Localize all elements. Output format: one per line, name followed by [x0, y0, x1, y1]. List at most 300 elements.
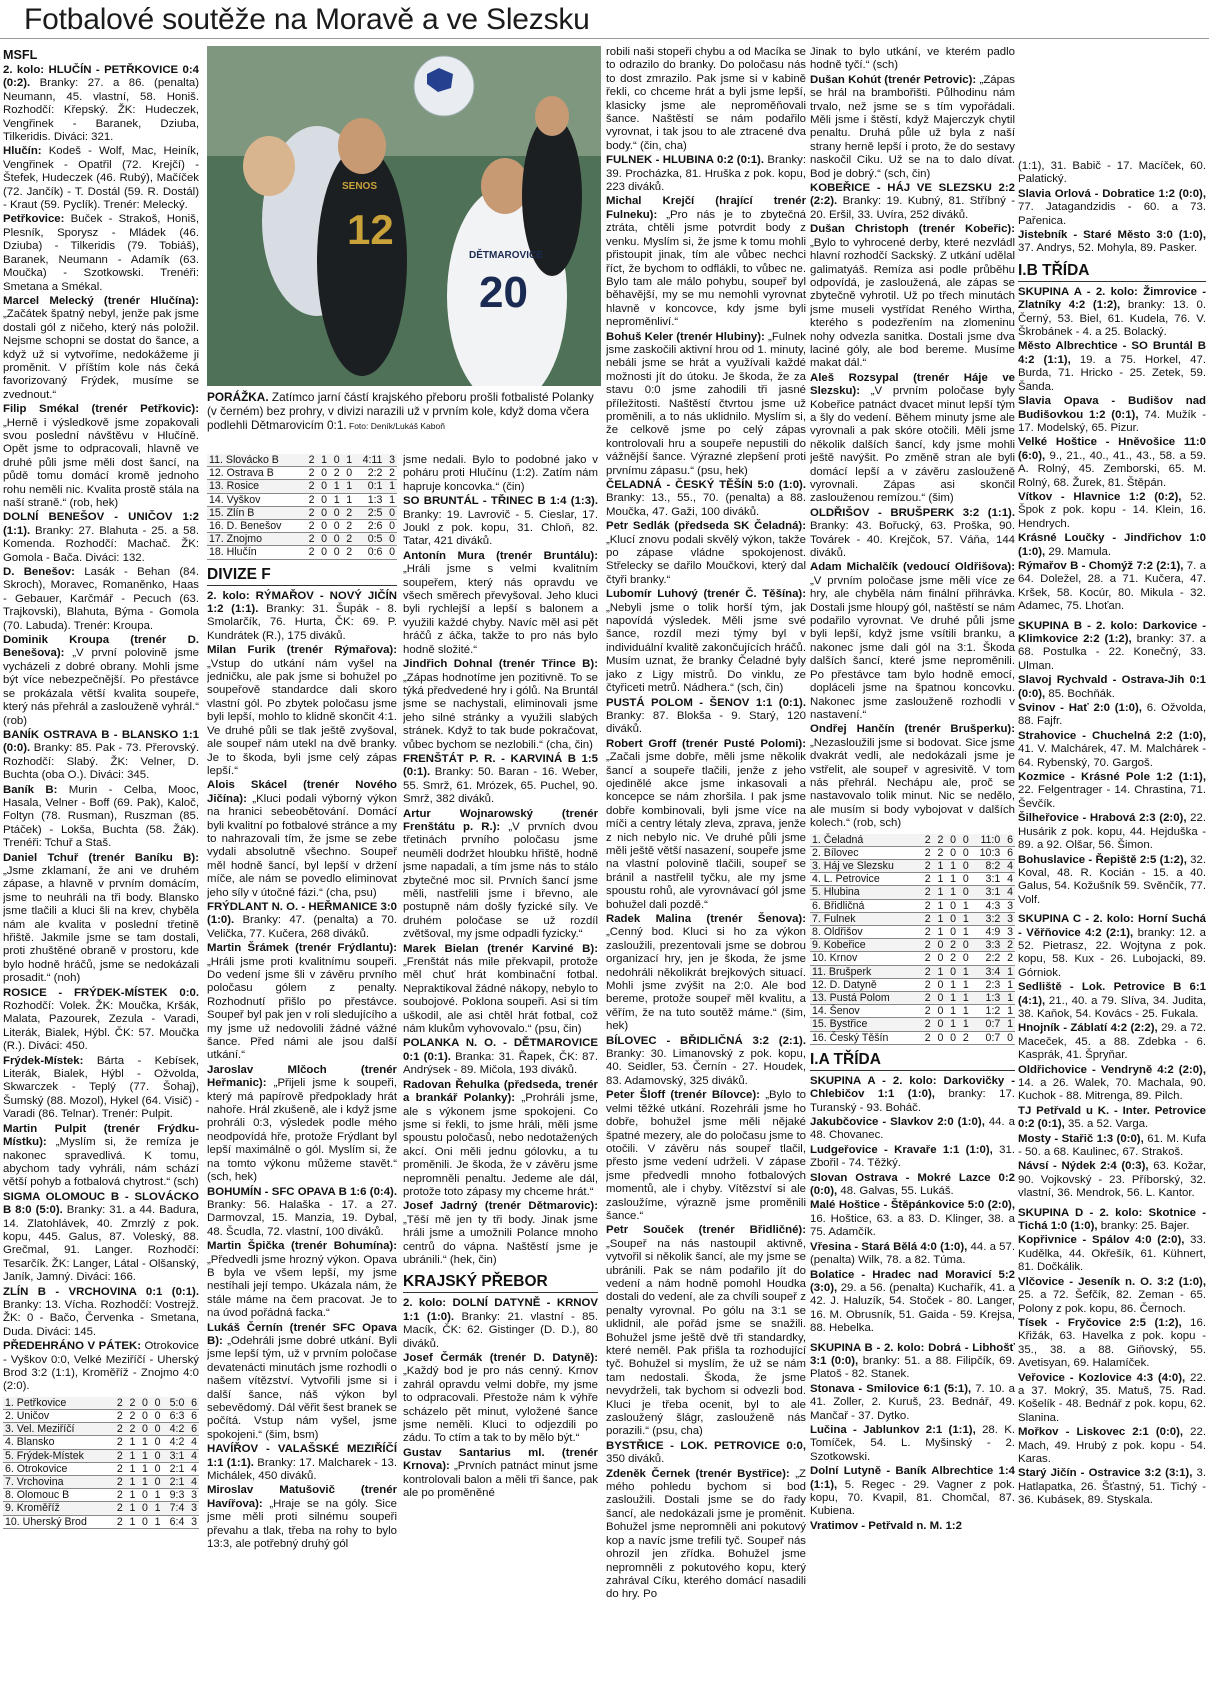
article-paragraph: jsme nedali. Bylo to podobné jako v poháru proti Hlučínu (1:2). Zatím nám hapruje koncovka.“ (čin) [403, 454, 598, 493]
article-paragraph: Bohuslavice - Řepiště 2:5 (1:2), 32. Koval, 48. R. Kocián - 15. a 40. Galus, 54. Kožušník 59. Svěnčík, 77. Volf. [1018, 853, 1206, 906]
article-paragraph: Kopřivnice - Spálov 4:0 (2:0), 33. Kudělka, 44. Okřešík, 61. Kühnert, 81. Dočkálik. [1018, 1234, 1206, 1274]
stat-cell: 2 [125, 1410, 138, 1423]
stat-cell: 2 [933, 846, 946, 859]
article-paragraph: PUSTÁ POLOM - ŠENOV 1:1 (0:1). Branky: 87. Blokša - 9. Starý, 120 diváků. [606, 696, 806, 736]
table-row [810, 834, 1015, 847]
stat-cell: 1 [1002, 1018, 1015, 1031]
stat-cell: 4:2 [163, 1423, 187, 1436]
article-paragraph: SKUPINA A - 2. kolo: Darkovičky - Chlebičov 1:1 (1:0), branky: 17. Turanský - 93. Boháč. [810, 1074, 1015, 1114]
stat-cell: 0 [150, 1476, 163, 1489]
article-paragraph: ZLÍN B - VRCHOVINA 0:1 (0:1). Branky: 13. Vícha. Rozhodčí: Vostrejž. ŽK: 0 - Bačo, Červenka - Smetana, Duda. Diváci: 145. [3, 1285, 199, 1338]
team-name-cell: 7. Fulnek [810, 912, 920, 925]
stat-cell: 0 [945, 925, 958, 938]
stat-cell: 0 [945, 912, 958, 925]
stat-cell: 0:5 [354, 533, 384, 546]
stat-cell: 1 [933, 899, 946, 912]
team-name-cell: 15. Bystřice [810, 1018, 920, 1031]
article-paragraph: BANÍK OSTRAVA B - BLANSKO 1:1 (0:0). Branky: 85. Pak - 73. Přerovský. Rozhodčí: Slabý. ŽK: Velner, D. Buchta (oba O.). Diváci: 345. [3, 728, 199, 782]
stat-cell: 0 [958, 873, 971, 886]
stat-cell: 3:1 [971, 873, 1003, 886]
table-row [810, 846, 1015, 859]
stat-cell: 3 [1002, 899, 1015, 912]
stat-cell: 3 [1002, 925, 1015, 938]
stat-cell: 0 [150, 1462, 163, 1475]
stat-cell: 1 [342, 493, 355, 506]
stat-cell: 2 [112, 1397, 125, 1410]
stat-cell: 7:4 [163, 1502, 187, 1515]
table-row [810, 873, 1015, 886]
stat-cell: 3:1 [971, 886, 1003, 899]
article-paragraph: Krásné Loučky - Jindřichov 1:0 (1:0), 29. Mamula. [1018, 532, 1206, 558]
article-paragraph: Návsí - Nýdek 2:4 (0:3), 63. Kožar, 90. Vojkovský - 23. Příborský, 32. vlastní, 36. Mendrok, 56. L. Kantor. [1018, 1160, 1206, 1200]
table-row [810, 912, 1015, 925]
table-row [3, 1449, 199, 1462]
jersey-number: 20 [479, 268, 528, 317]
stat-cell: 2 [329, 467, 342, 480]
article-paragraph: Miroslav Matušovič (trenér Havířova): „Hraje se na góly. Sice jsme měli proti silnému soupeři převahu a tlak, třeba na rohy to bylo 13:3, ale potřebný druhý gól [207, 1484, 397, 1551]
article-paragraph: 2. kolo: RÝMAŘOV - NOVÝ JIČÍN 1:2 (1:1). Branky: 31. Šupák - 8. Smolarčík, 76. Hurta, ČK: 69. P. Kundrátek (R.), 175 diváků. [207, 589, 397, 642]
article-paragraph: Kozmice - Krásné Pole 1:2 (1:1), 22. Felgentrager - 14. Chrastina, 71. Ševčík. [1018, 771, 1206, 810]
article-paragraph: Michal Krejčí (hrající trenér Fulneku): „Pro nás je to zbytečná ztráta, chtěli jsme potvrdit body z venku. Myslím si, že jsme k tomu mohli přistoupit jinak, tím ale vůbec nechci říct, že bychom to odflákli, to vůbec ne. Bylo tam ale málo pohybu, soupeř byl běhavější, my se mu nemohli vyrovnat hlavně v koncovce, kdy jsme byli neproměnliví.“ [606, 195, 806, 329]
table-row [207, 493, 397, 506]
article-paragraph: Ludgeřovice - Kravaře 1:1 (1:0), 31. Zbořil - 74. Těžký. [810, 1143, 1015, 1170]
article-paragraph: Vlčovice - Jeseník n. O. 3:2 (1:0), 25. a 72. Šefčík, 82. Zeman - 65. Polony z pok. kopu, 86. Černoch. [1018, 1275, 1206, 1315]
photo-credit: Foto: Deník/Lukáš Kaboň [346, 421, 445, 431]
table-row [810, 899, 1015, 912]
stat-cell: 0 [317, 533, 330, 546]
stat-cell: 1 [1002, 1005, 1015, 1018]
section-1b-trida-title: I.B TŘÍDA [1018, 262, 1206, 282]
page-header [0, 0, 1209, 39]
team-name-cell: 8. Olomouc B [3, 1489, 112, 1502]
stat-cell: 0:1 [354, 480, 384, 493]
match-photo [207, 46, 601, 386]
stat-cell: 0 [329, 546, 342, 559]
stat-cell: 1 [1002, 978, 1015, 991]
team-name-cell: 13. Pustá Polom [810, 992, 920, 1005]
article-paragraph: Petřkovice: Buček - Strakoš, Honiš, Plesník, Sporysz - Mládek (46. Dziuba) - Tilkeridis (79. Tobiáš), Baranek, Neumann - Adamík (63. Moučka) - Szotkowski. Trenéři: Smetana a Smékal. [3, 213, 199, 293]
stat-cell: 1:2 [971, 1005, 1003, 1018]
stat-cell: 2 [112, 1489, 125, 1502]
article-paragraph: Stonava - Smilovice 6:1 (5:1), 7. 10. a 41. Zoller, 2. Kuruš, 23. Bednář, 49. Mančař - 37. Dytko. [810, 1382, 1015, 1422]
table-row [3, 1489, 199, 1502]
article-paragraph: Slavoj Rychvald - Ostrava-Jih 0:1 (0:0), 85. Bochňák. [1018, 674, 1206, 700]
stat-cell: 1 [933, 912, 946, 925]
table-row [207, 506, 397, 519]
stat-cell: 2 [112, 1515, 125, 1528]
table-row [3, 1423, 199, 1436]
table-row [207, 454, 397, 467]
article-paragraph: OLDŘIŠOV - BRUŠPERK 3:2 (1:1). Branky: 43. Bořucký, 63. Proška, 90. Továrek - 40. Krejčok, 57. Váňa, 144 diváků. [810, 506, 1015, 560]
stat-cell: 1 [945, 1018, 958, 1031]
stat-cell: 10:3 [971, 846, 1003, 859]
stat-cell: 9:3 [163, 1489, 187, 1502]
stat-cell: 2 [112, 1476, 125, 1489]
stat-cell: 0 [933, 978, 946, 991]
team-name-cell: 12. Ostrava B [207, 467, 304, 480]
team-name-cell: 14. Šenov [810, 1005, 920, 1018]
stat-cell: 2 [342, 506, 355, 519]
article-paragraph: Vřesina - Stará Bělá 4:0 (1:0), 44. a 57. (penalta) Wilk, 78. a 82. Túma. [810, 1240, 1015, 1267]
stat-cell: 4 [1002, 873, 1015, 886]
column-3 [403, 454, 598, 1682]
article-paragraph: Slavia Orlová - Dobratice 1:2 (0:0), 77. Jatagandzidis - 60. a 73. Pařenica. [1018, 187, 1206, 227]
team-name-cell: 16. D. Benešov [207, 520, 304, 533]
article-paragraph: Alois Skácel (trenér Nového Jičína): „Kluci podali výborný výkon na hranici sebeobětování. Domácí byli kvalitní po fotbalové stránce a my to nahrazovali tím, že jsme se zebe vydali absolutně všechno. Soupeř měl hodně šancí, byl lepší v držení míče, ale nám se povedlo eliminovat jeho síly v útočné fázi.“ (cha, psu) [207, 779, 397, 899]
stat-cell: 0 [137, 1515, 150, 1528]
stat-cell: 4 [1002, 886, 1015, 899]
table-row [207, 480, 397, 493]
article-paragraph: 2. kolo: HLUČÍN - PETŘKOVICE 0:4 (0:2). Branky: 27. a 86. (penalta) Neumann, 45. vlastní, 58. Honiš. Rozhodčí: Křepský. ŽK: Hudeczek, Vengřinek - Baranek, Dziuba, Tilkeridis. Diváci: 321. [3, 64, 199, 144]
article-paragraph: Lučina - Jablunkov 2:1 (1:1), 28. K. Tomíček, 54. L. Myšinský - 2. Szotkowski. [810, 1423, 1015, 1463]
stat-cell: 2 [920, 952, 933, 965]
stat-cell: 0 [137, 1489, 150, 1502]
stat-cell: 1 [1002, 965, 1015, 978]
stat-cell: 0 [329, 533, 342, 546]
stat-cell: 1 [150, 1515, 163, 1528]
jersey-number: 12 [347, 206, 394, 253]
article-paragraph: Sedliště - Lok. Petrovice B 6:1 (4:1), 21., 40. a 79. Slíva, 34. Judita, 38. Kaňok, 54. Kovács - 25. Fukala. [1018, 981, 1206, 1020]
stat-cell: 2 [1002, 939, 1015, 952]
article-paragraph: ČELADNÁ - ČESKÝ TĚŠÍN 5:0 (1:0). Branky: 13., 55., 70. (penalta) a 88. Moučka, 47. Gaži, 100 diváků. [606, 479, 806, 518]
caption-text: Zatímco jarní částí krajského přeboru prošli fotbalisté Polanky (v černém) bez prohry, v divizi narazili už v prvním kole, když doma včera podlehli Dětmarovicím 0:1. [207, 390, 594, 432]
article-paragraph: Lubomír Luhový (trenér Č. Těšína): „Nebyli jsme o tolik horší tým, jak napovídá výsledek. Měli jsme své šance, rozdíl mezi týmy byl v individuální kvalitě zakončujících hráčů. Musím uznat, že branky Čeladné byly jako z Ligy mistrů. Do vinklu, ze čtyřiceti metrů. Nádhera.“ (sch, čin) [606, 588, 806, 695]
stat-cell: 1 [958, 965, 971, 978]
stat-cell: 0 [384, 506, 397, 519]
column-4 [606, 46, 806, 1682]
table-row [810, 939, 1015, 952]
team-name-cell: 7. Vrchovina [3, 1476, 112, 1489]
table-row [810, 978, 1015, 991]
stat-cell: 2 [304, 546, 317, 559]
stat-cell: 2 [304, 533, 317, 546]
table-row [207, 467, 397, 480]
stat-cell: 0 [933, 1031, 946, 1044]
article-paragraph: Šilheřovice - Hrabová 2:3 (2:0), 22. Husárik z pok. kopu, 44. Hejduška - 89. a 92. Olšar, 56. Šimon. [1018, 812, 1206, 852]
article-paragraph: Starý Jičín - Ostravice 3:2 (3:1), 3. Hatlapatka, 26. Šťastný, 51. Tichý - 36. Kubásek, 89. Styskala. [1018, 1467, 1206, 1507]
stat-cell: 4 [186, 1462, 199, 1475]
table-row [810, 965, 1015, 978]
stat-cell: 1 [958, 992, 971, 1005]
stat-cell: 2 [933, 834, 946, 847]
article-paragraph: ROSICE - FRÝDEK-MÍSTEK 0:0. Rozhodčí: Volek. ŽK: Moučka, Kršák, Malata, Pazourek, Zezula - Varadi, Literák, Bialek, Hýbl. ČK: 57. Moučka (R.). Diváci: 450. [3, 986, 199, 1053]
article-paragraph: Vratimov - Petřvald n. M. 1:2 [810, 1519, 962, 1532]
article-paragraph: Radek Malina (trenér Šenova): „Cenný bod. Kluci si ho za výkon zasloužili, prezentovali jsme se dobrou organizací hry, jen je škoda, že jsme nedohráli několikrát brejkových situací. Mohli jsme zvýšit na 2:0. Ale bod bereme, protože soupeř měl kvalitu, a věřím, že na tuto soutěž máme.“ (šim, hek) [606, 913, 806, 1033]
stat-cell: 0 [317, 493, 330, 506]
stat-cell: 1 [342, 480, 355, 493]
stat-cell: 1 [933, 886, 946, 899]
stat-cell: 6:4 [163, 1515, 187, 1528]
team-name-cell: 8. Oldřišov [810, 925, 920, 938]
article-paragraph: Peter Šloff (trenér Bílovce): „Bylo to velmi těžké utkání. Rozehráli jsme ho dobře, bohužel jsme měli nějaké špatné mezery, ale do poločasu jsme to otočili. V závěru nás soupeř tlačil, přesto jsme vedení udrželi. V zápase jsme předvedli mnoho fotbalových momentů, ale i chyby. Vítězství si ale zasloužíme, výrazně jsme proměnili šance.“ [606, 1089, 806, 1222]
team-name-cell: 11. Brušperk [810, 965, 920, 978]
stat-cell: 1 [125, 1449, 138, 1462]
page-title: Fotbalové soutěže na Moravě a ve Slezsku [24, 3, 590, 36]
article-paragraph: BYSTŘICE - LOK. PETROVICE 0:0, 350 diváků. [606, 1439, 806, 1466]
stat-cell: 2 [125, 1423, 138, 1436]
article-paragraph: Ondřej Hančín (trenér Brušperku): „Nezasloužili jsme si bodovat. Sice jsme dvakrát vedli, ale nedokázali jsme je vstřelit, ale soupeř v agresivitě. V tom nás přehrál. Nechápu ale, proč se nastavovalo tolik minut. Nic se nedělo, ale musím si body vybojovat v dalších kolech.“ (rob, sch) [810, 723, 1015, 830]
stat-cell: 6 [1002, 846, 1015, 859]
caption-title: PORÁŽKA. [207, 390, 269, 404]
stat-cell: 6:3 [163, 1410, 187, 1423]
stat-cell: 0 [150, 1397, 163, 1410]
article-paragraph: Artur Wojnarowský (trenér Frenštátu p. R.): „V prvních dvou třetinách prvního poločasu jsme neuměli dodržet hloubku hřiště, hodně jsme napadali, a tím jsme nás to stálo zbytečné moc sil. Prvních šancí jsme měli, nastřelili jsme i břevno, ale postupně nám došly fyzické síly. Ve druhém poločase se už rozdíl zvětšoval, my jsme odpadli fyzicky.“ [403, 807, 598, 941]
standings-table-msfl-cont [207, 454, 397, 560]
table-row [3, 1410, 199, 1423]
stat-cell: 2 [920, 859, 933, 872]
stat-cell: 3 [186, 1515, 199, 1528]
stat-cell: 0 [317, 546, 330, 559]
stat-cell: 1 [125, 1436, 138, 1449]
article-paragraph: SIGMA OLOMOUC B - SLOVÁCKO B 8:0 (5:0). Branky: 31. a 44. Badura, 14. Zlatohlávek, 40. Zmrzlý z pok. kopu, 445. Galus, 87. Voleský, 88. Grečmal, 91. Langer. Rozhodčí: Tesarčík. ŽK: Langer, Látal - Olšanský, Janík, Jamný. Diváci: 166. [3, 1190, 199, 1284]
stat-cell: 5:0 [163, 1397, 187, 1410]
stat-cell: 1 [137, 1436, 150, 1449]
stat-cell: 2:5 [354, 506, 384, 519]
stat-cell: 4:2 [163, 1436, 187, 1449]
stat-cell: 1 [317, 454, 330, 467]
stat-cell: 3:3 [971, 939, 1003, 952]
article-paragraph: Marcel Melecký (trenér Hlučína): „Začátek špatný nebyl, jenže pak jsme dostali gól z ničeho, který nás položil. Nejsme schopni se dostat do šance, a když už si vytvoříme, nedokážeme ji proměnit. V příštím kole nás čeká favorizovaný Frýdek, musíme se zvednout.“ [3, 294, 199, 401]
article-paragraph: POLANKA N. O. - DĚTMAROVICE 0:1 (0:1). Branka: 31. Řapek, ČK: 87. Andrýsek - 89. Mičola, 193 diváků. [403, 1037, 598, 1077]
team-name-cell: 14. Vyškov [207, 493, 304, 506]
stat-cell: 1 [933, 859, 946, 872]
stat-cell: 0 [933, 939, 946, 952]
stat-cell: 8:2 [971, 859, 1003, 872]
table-row [3, 1476, 199, 1489]
article-paragraph: BOHUMÍN - SFC OPAVA B 1:6 (0:4). Branky: 56. Halaška - 17. a 27. Darmovzal, 15. Manzia, 19. Dybal, 48. Šcudla, 72. vlastní, 100 diváků. [207, 1185, 397, 1238]
article-paragraph: SKUPINA C - 2. kolo: Horní Suchá - Věřňovice 4:2 (2:1), branky: 12. a 52. Pietrasz, 22. Wojtyna z pok. kopu, 58. Kux - 26. Lubojacki, 89. Górniok. [1018, 913, 1206, 979]
article-paragraph: Hnojník - Záblatí 4:2 (2:2), 29. a 72. Maceček, 45. a 88. Zdebka - 6. Kasprák, 41. Špryňar. [1018, 1022, 1206, 1062]
team-name-cell: 3. Vel. Meziříčí [3, 1423, 112, 1436]
stat-cell: 1 [933, 965, 946, 978]
stat-cell: 3 [186, 1502, 199, 1515]
article-paragraph: Bolatice - Hradec nad Moravicí 5:2 (3:0), 29. a 56. (penalta) Kuchařík, 41. a 42. J. Haluzík, 54. Stoček - 80. Langer, 16. M. Obrusník, 51. Gaida - 59. Krejsa, 88. Hebelka. [810, 1268, 1015, 1335]
article-paragraph: Vítkov - Hlavnice 1:2 (0:2), 52. Špok z pok. kopu - 14. Klein, 16. Hendrych. [1018, 490, 1206, 530]
article-paragraph: Malé Hoštice - Štěpánkovice 5:0 (2:0), 16. Hoštice, 63. a 83. D. Klinger, 38. a 75. Adamčík. [810, 1199, 1015, 1239]
stat-cell: 6 [186, 1410, 199, 1423]
stat-cell: 1 [125, 1476, 138, 1489]
stat-cell: 1 [125, 1502, 138, 1515]
stat-cell: 4 [186, 1436, 199, 1449]
article-paragraph: Zdeněk Černek (trenér Bystřice): „Z mého pohledu bychom si bod zasloužili. Dostali jsme se do řady šancí, ale nedokázali jsme je proměnit. Bohužel jsme nepromněli ani pokutový kop a navíc jsme trefili tyč. Soupeř nás ohrozil jen zřídka. Bohužel jsme nepromněli z pokutového kopu, který zahrával Cíku, kterého domácí nasadili do hry. Po [606, 1467, 806, 1601]
table-row [207, 546, 397, 559]
standings-table-msfl [3, 1397, 199, 1529]
article-paragraph: DOLNÍ BENEŠOV - UNIČOV 1:2 (1:1). Branky: 27. Blahuta - 25. a 58. Komenda. Rozhodčí: Machač. ŽK: Gomola - Bača. Diváci: 132. [3, 511, 199, 564]
team-name-cell: 10. Krnov [810, 952, 920, 965]
stat-cell: 2 [920, 846, 933, 859]
stat-cell: 2 [1002, 952, 1015, 965]
table-row [810, 952, 1015, 965]
article-paragraph: Petr Sedlák (předseda SK Čeladná): „Klucí znovu podali skvělý výkon, takže po zápase vládne spokojenost. Střelecky se dařilo Moučkovi, který dal čtyři branky.“ [606, 520, 806, 586]
team-name-cell: 2. Uničov [3, 1410, 112, 1423]
team-name-cell: 6. Otrokovice [3, 1462, 112, 1475]
stat-cell: 1 [945, 886, 958, 899]
team-name-cell: 9. Kobeřice [810, 939, 920, 952]
team-name-cell: 1. Petřkovice [3, 1397, 112, 1410]
jersey-text: DĚTMAROVICE [469, 250, 543, 261]
team-name-cell: 6. Břidličná [810, 899, 920, 912]
article-paragraph: TJ Petřvald u K. - Inter. Petrovice 0:2 (0:1), 35. a 52. Varga. [1018, 1104, 1206, 1131]
article-paragraph: SKUPINA D - 2. kolo: Skotnice - Tichá 1:0 (1:0), branky: 25. Bajer. [1018, 1206, 1206, 1233]
article-paragraph: Martin Pulpit (trenér Frýdku-Místku): „Myslím si, že remíza je nakonec spravedlivá. K tomu, abychom tady vyhráli, nám schází větší pohyb a fotbalová chytrost.“ (sch) [3, 1122, 199, 1189]
stat-cell: 2 [920, 912, 933, 925]
stat-cell: 0 [384, 533, 397, 546]
article-paragraph: Dušan Christoph (trenér Kobeřic): „Bylo to vyhrocené derby, které nezvládl hlavní rozhodčí Sackský. Z utkání udělal galimatyáš. Remíza asi podle průběhu odpovídá, je zasloužená, ale zápas se zbytečně vyhrotil. Už po třech minutách jsme museli vystřídat Reného Wirtha, kterého s podezřením na zlomeninu nohy odvezla sanitka. Dostali jsme dva laciné góly, ale bod bereme. Musíme makat dál.“ [810, 223, 1015, 370]
stat-cell: 0 [958, 859, 971, 872]
stat-cell: 2 [920, 1031, 933, 1044]
table-row [810, 859, 1015, 872]
table-row [207, 533, 397, 546]
article-paragraph: Josef Čermák (trenér D. Datyně): „Každý bod je pro nás cenný. Krnov zahrál opravdu velmi dobře, my jsme to odpracovali. Přestože nám k výhře scházelo pět minut, vyložené šance jsme neměli. Kluci to odjezdili po zádu. To ctím a tak to by mělo být.“ [403, 1352, 598, 1445]
article-paragraph: SKUPINA B - 2. kolo: Darkovice - Klimkovice 2:2 (1:2), branky: 37. a 68. Postulka - 22. Konečný, 33. Ulman. [1018, 619, 1206, 672]
article-paragraph: Oldřichovice - Vendryně 4:2 (2:0), 14. a 26. Walek, 70. Machala, 90. Kuchok - 88. Mitrenga, 89. Pilch. [1018, 1063, 1206, 1103]
stat-cell: 0 [317, 480, 330, 493]
stat-cell: 0 [150, 1410, 163, 1423]
stat-cell: 1 [150, 1489, 163, 1502]
stat-cell: 6 [1002, 834, 1015, 847]
stat-cell: 2 [920, 925, 933, 938]
stat-cell: 2:1 [163, 1462, 187, 1475]
team-name-cell: 10. Uherský Brod [3, 1515, 112, 1528]
stat-cell: 1 [945, 978, 958, 991]
stat-cell: 1 [958, 899, 971, 912]
table-row [207, 520, 397, 533]
article-paragraph: Marek Bielan (trenér Karviné B): „Frenštát nás mile překvapil, protože měl chuť hrát kombinační fotbal. Nepraktikoval žádné nákopy, nebylo to soubojové. Poklona soupeři. Asi si tím uškodil, ale asi chtěl hrát fotbal, což nám klukům vyhovovalo.“ (psu, čin) [403, 942, 598, 1036]
stat-cell: 0 [150, 1436, 163, 1449]
stat-cell: 0 [958, 834, 971, 847]
photo-caption [207, 390, 601, 433]
stat-cell: 2 [304, 493, 317, 506]
team-name-cell: 1. Čeladná [810, 834, 920, 847]
stat-cell: 1 [958, 1018, 971, 1031]
stat-cell: 2 [920, 1018, 933, 1031]
stat-cell: 1 [933, 925, 946, 938]
stat-cell: 1 [137, 1449, 150, 1462]
table-row [3, 1502, 199, 1515]
stat-cell: 0 [933, 952, 946, 965]
article-paragraph: (1:1), 31. Babič - 17. Macíček, 60. Palatický. [1018, 160, 1206, 186]
article-paragraph: FULNEK - HLUBINA 0:2 (0:1). Branky: 39. Procházka, 81. Hruška z pok. kopu, 223 diváků. [606, 154, 806, 194]
stat-cell: 2 [304, 520, 317, 533]
stat-cell: 2:1 [163, 1476, 187, 1489]
team-name-cell: 4. Blansko [3, 1436, 112, 1449]
stat-cell: 2 [112, 1436, 125, 1449]
article-paragraph: Gustav Santarius ml. (trenér Krnova): „Prvních patnáct minut jsme kontrolovali balon a měli tři šance, pak ale po proměněné [403, 1446, 598, 1500]
stat-cell: 1 [958, 978, 971, 991]
article-paragraph: PŘEDEHRÁNO V PÁTEK: Otrokovice - Vyškov 0:0, Velké Meziříčí - Uherský Brod 3:2 (1:1), Kroměříž - Znojmo 4:0 (2:0). [3, 1340, 199, 1393]
article-paragraph: Slavia Opava - Budišov nad Budišovkou 1:2 (0:1), 74. Mužík - 17. Modelský, 65. Pizur. [1018, 395, 1206, 434]
stat-cell: 1 [329, 493, 342, 506]
stat-cell: 1 [137, 1476, 150, 1489]
stat-cell: 2 [920, 992, 933, 1005]
stat-cell: 0 [137, 1397, 150, 1410]
team-name-cell: 2. Bílovec [810, 846, 920, 859]
stat-cell: 4 [186, 1476, 199, 1489]
article-paragraph: SKUPINA B - 2. kolo: Dobrá - Libhošť 3:1 (0:0), branky: 51. a 88. Filipčík, 69. Platoš - 82. Stanek. [810, 1341, 1015, 1381]
stat-cell: 3 [186, 1489, 199, 1502]
team-name-cell: 12. D. Datyně [810, 978, 920, 991]
stat-cell: 2:6 [354, 520, 384, 533]
article-paragraph: FRENŠTÁT P. R. - KARVINÁ B 1:5 (0:1). Branky: 50. Baran - 16. Weber, 55. Smrž, 61. Mrózek, 65. Puchel, 90. Smrž, 382 diváků. [403, 752, 598, 806]
stat-cell: 1 [945, 1005, 958, 1018]
stat-cell: 6 [186, 1397, 199, 1410]
stat-cell: 0 [945, 834, 958, 847]
stat-cell: 1 [958, 925, 971, 938]
section-msfl-title: MSFL [3, 48, 38, 62]
stat-cell: 0 [933, 1005, 946, 1018]
stat-cell: 0 [945, 846, 958, 859]
table-row [810, 886, 1015, 899]
article-paragraph: Mořkov - Liskovec 2:1 (0:0), 22. Mach, 49. Hrubý z pok. kopu - 54. Karas. [1018, 1426, 1206, 1465]
article-paragraph: Frýdek-Místek: Bárta - Kebísek, Literák, Bialek, Hýbl - Ožvolda, Skwarczek - Teplý (77. Šohaj), Šumský (88. Mozol), Hykel (64. Visič) - Varadi (86. Telnar). Trenér: Pulpit. [3, 1054, 199, 1121]
stat-cell: 0 [958, 846, 971, 859]
article-paragraph: SO BRUNTÁL - TŘINEC B 1:4 (1:3). Branky: 19. Lavrovič - 5. Cieslar, 17. Joukl z pok. kopu, 31. Chloň, 82. Tatar, 421 diváků. [403, 495, 598, 548]
article-paragraph: Martin Špička (trenér Bohumína): „Předvedli jsme hrozný výkon. Opava B byla ve všem lepší, my jsme nestíhali její tempo. Ukázala nám, že stále máme na čem pracovat. Je to na úvod pořádná facka.“ [207, 1240, 397, 1320]
stat-cell: 0 [945, 965, 958, 978]
stat-cell: 2 [920, 886, 933, 899]
stat-cell: 0 [958, 886, 971, 899]
stat-cell: 0:7 [971, 1031, 1003, 1044]
table-row [810, 1018, 1015, 1031]
article-paragraph: Baník B: Murin - Celba, Mooc, Hasala, Velner - Boff (69. Pak), Kaloč, Foltyn (78. Rusman), Ruszman (85. Ptáček) - Lokša, Buchta (58. Žák). Trenéři: Tchuř a Staš. [3, 783, 199, 850]
stat-cell: 0 [958, 952, 971, 965]
stat-cell: 4 [186, 1449, 199, 1462]
article-paragraph: Aleš Rozsypal (trenér Háje ve Slezsku): „V prvním poločase byly Kobeřice patnáct dvacet minut lepší tým a šly do vedení. Během minuty jsme ale vyrovnali a pak skóre otočili. Měli jsme několik dalších šancí, kdy jsme mohli ještě navýšit. Po změně stran ale byli domácí lepší a v závěru zaslouženě vyrovnali. Zápas asi skončil zaslouženou remízou.“ (šim) [810, 371, 1015, 505]
stat-cell: 2 [920, 939, 933, 952]
stat-cell: 6 [186, 1423, 199, 1436]
stat-cell: 4 [1002, 859, 1015, 872]
column-6 [1018, 160, 1206, 1682]
stat-cell: 0 [1002, 1031, 1015, 1044]
stat-cell: 2 [125, 1397, 138, 1410]
article-paragraph: Antonín Mura (trenér Bruntálu): „Hráli jsme s velmi kvalitním soupeřem, který nás opravdu ve všech směrech převyšoval. Jeho kluci byli rychlejší a lepší s balonem a využili každé chyby. Navíc měl asi pět hráčů z áčka, takže to pro nás bylo hodně složité.“ [403, 549, 598, 656]
table-row [810, 992, 1015, 1005]
stat-cell: 0 [329, 520, 342, 533]
article-paragraph: Dušan Kohút (trenér Petrovic): „Zápas se hrál na brambořišti. Půlhodinu nám trvalo, než jsme se s tím vypořádali. Měli jsme i štěstí, když Majerczyk chytil penaltu. Druhá půle už byla z naší strany herně lepší i proto, že do sestavy naskočil Ciku. Už se na to dalo dívat. Bod je dobrý.“ (sch, čin) [810, 73, 1015, 180]
article-paragraph: FRÝDLANT N. O. - HEŘMANICE 3:0 (1:0). Branky: 47. (penalta) a 70. Velička, 77. Kučera, 268 diváků. [207, 900, 397, 940]
section-1a-trida-title: I.A TŘÍDA [810, 1051, 1015, 1071]
article-paragraph: Jinak to bylo utkání, ve kterém padlo hodně tyčí.“ (sch) [810, 46, 1015, 72]
stat-cell: 2 [112, 1410, 125, 1423]
team-name-cell: 18. Hlučín [207, 546, 304, 559]
article-paragraph: 2. kolo: DOLNÍ DATYNĚ - KRNOV 1:1 (1:0). Branky: 21. vlastní - 85. Macík, ČK: 62. Gistinger (D. D.), 80 diváků. [403, 1297, 598, 1350]
stat-cell: 2 [342, 546, 355, 559]
stat-cell: 1 [384, 493, 397, 506]
team-name-cell: 9. Kroměříž [3, 1502, 112, 1515]
article-paragraph: robili naši stopeři chybu a od Macíka se to odrazilo do branky. Do poločasu nás to dost zmrazilo. Pak jsme si v kabině řekli, co chceme hrát a byli jsme lepší, klasicky jsme ale neproměňovali šance. Naštěstí se nám podařilo vyrovnat, i tak jsou to ale ztracené dva body.“ (čin, cha) [606, 46, 806, 152]
stat-cell: 4:3 [971, 899, 1003, 912]
stat-cell: 0 [150, 1449, 163, 1462]
article-paragraph: Radovan Řehulka (předseda, trenér a brankář Polanky): „Prohráli jsme, ale s výkonem jsme spokojeni. Co jsme si řekli, to jsme hráli, měli jsme spoustu poločasů, nebo nedotažených akcí. Oni měli jednu gólovku, a tu proměnili. Je škoda, že v závěru jsme nepromněli penaltu. Jedeme ale dál, protože toto zápasy my chceme hrát.“ [403, 1078, 598, 1198]
stat-cell: 3:4 [971, 965, 1003, 978]
stat-cell: 1:3 [971, 992, 1003, 1005]
stat-cell: 2:2 [971, 952, 1003, 965]
stat-cell: 1 [945, 992, 958, 1005]
stat-cell: 0 [137, 1410, 150, 1423]
stat-cell: 1 [329, 480, 342, 493]
stat-cell: 2 [304, 467, 317, 480]
stat-cell: 0:6 [354, 546, 384, 559]
stat-cell: 2 [920, 834, 933, 847]
column-1 [3, 46, 199, 1682]
table-row [3, 1462, 199, 1475]
stat-cell: 1 [342, 454, 355, 467]
stat-cell: 2:3 [971, 978, 1003, 991]
team-name-cell: 5. Hlubina [810, 886, 920, 899]
article-paragraph: Dominik Kroupa (trenér D. Benešova): „V první polovině jsme vycházeli z dobré obrany. Mohli jsme být více nebezpečnější. Po přestávce se prokázala větší kvalita soupeře, který nás přehrál a zaslouženě vyhrál.“ (rob) [3, 634, 199, 727]
stat-cell: 1 [137, 1462, 150, 1475]
team-name-cell: 11. Slovácko B [207, 454, 304, 467]
